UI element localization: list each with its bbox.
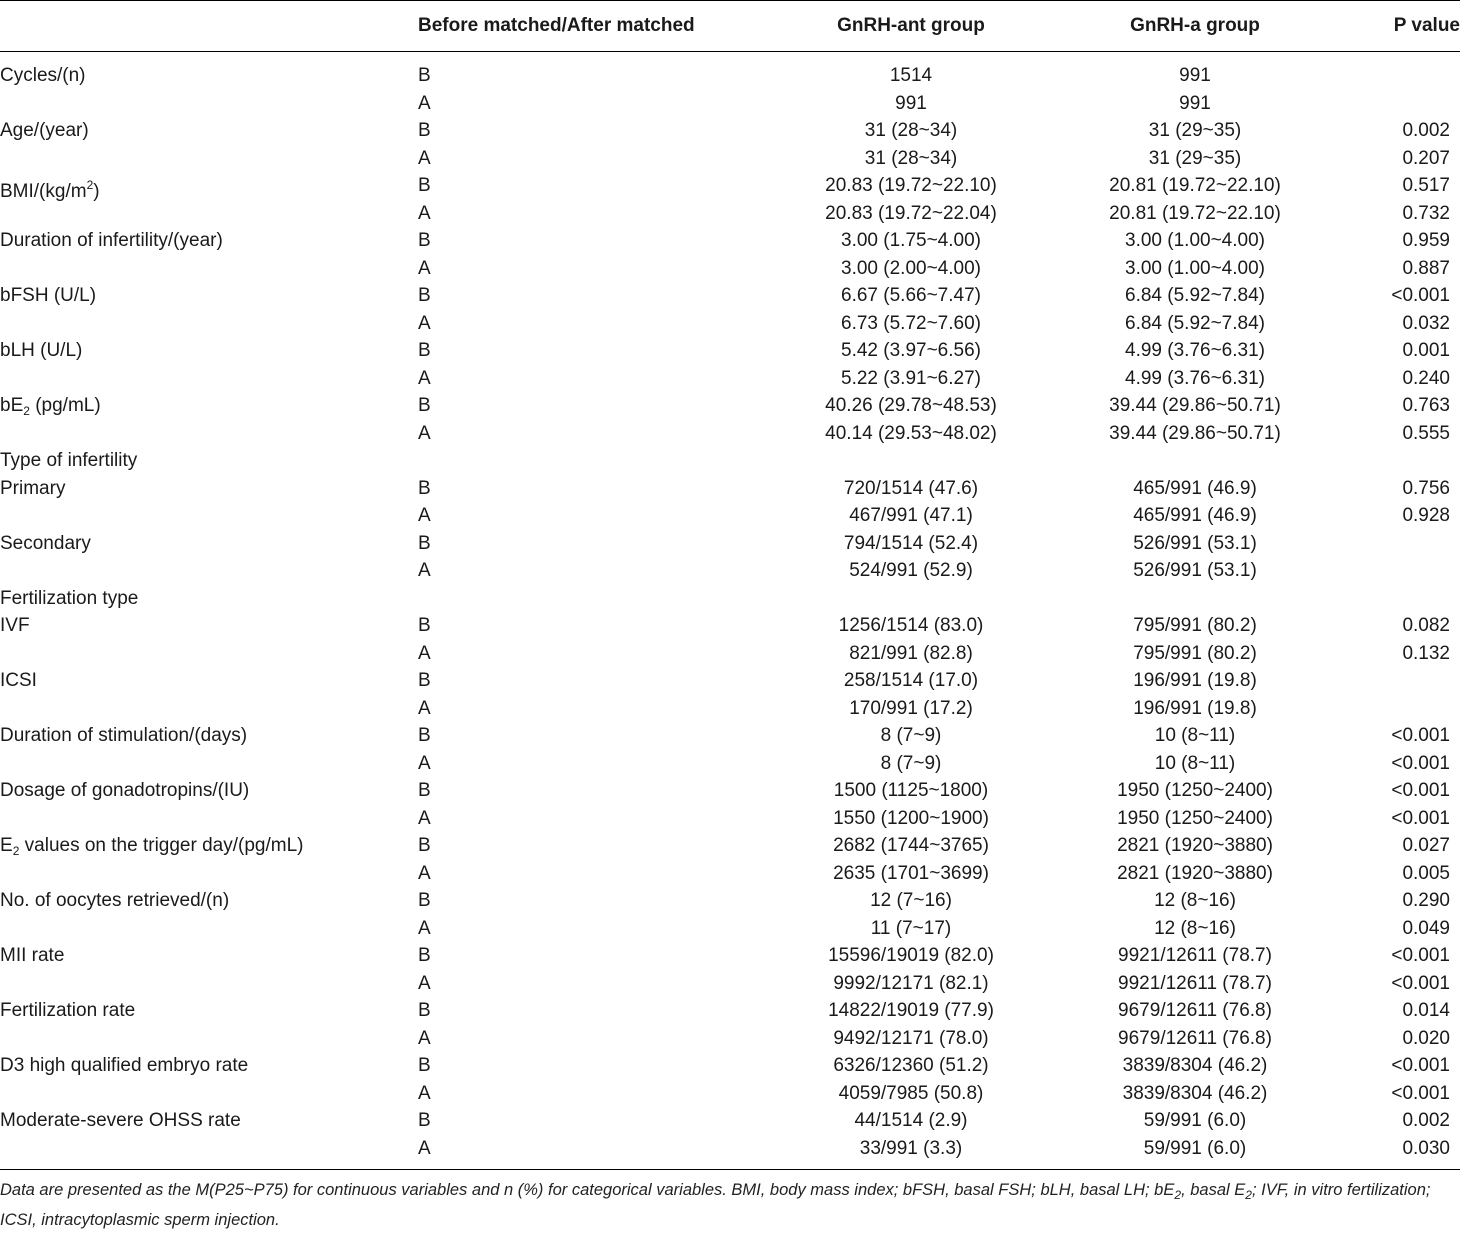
row-label: Primary (0, 477, 66, 499)
table-row (0, 1080, 1460, 1108)
gnrh-a-cell: 20.81 (19.72~22.10) (1109, 202, 1281, 224)
table-row (0, 447, 1460, 475)
p-value-cell: 0.030 (1402, 1137, 1450, 1159)
gnrh-ant-cell: 2635 (1701~3699) (833, 862, 989, 884)
row-label: bLH (U/L) (0, 340, 83, 361)
p-value-cell: 0.928 (1402, 505, 1450, 526)
table-footnote (0, 1178, 1455, 1233)
before-after-cell: B (418, 230, 431, 251)
gnrh-a-cell: 59/991 (6.0) (1143, 1110, 1247, 1131)
p-value-cell: <0.001 (1391, 285, 1450, 306)
table-row (0, 970, 1460, 998)
p-value-cell: 0.732 (1402, 202, 1450, 224)
p-value-cell: 0.049 (1402, 917, 1450, 939)
p-value-cell: 0.887 (1402, 257, 1450, 279)
gnrh-ant-cell: 991 (895, 92, 927, 114)
before-after-cell: B (418, 670, 431, 691)
gnrh-a-cell: 2821 (1920~3880) (1117, 835, 1273, 856)
gnrh-a-cell: 2821 (1920~3880) (1117, 862, 1273, 884)
table-row (0, 640, 1460, 668)
p-value-cell: 0.082 (1402, 615, 1450, 636)
table-row (0, 530, 1460, 558)
row-label: Dosage of gonadotropins/(IU) (0, 780, 250, 801)
gnrh-a-cell: 526/991 (53.1) (1133, 560, 1257, 581)
gnrh-a-cell: 795/991 (80.2) (1133, 642, 1257, 664)
gnrh-ant-cell: 2682 (1744~3765) (833, 835, 989, 856)
before-after-cell: B (418, 615, 431, 636)
table-row (0, 695, 1460, 723)
table-row (0, 997, 1460, 1025)
gnrh-a-cell: 39.44 (29.86~50.71) (1109, 395, 1281, 416)
gnrh-ant-cell: 31 (28~34) (864, 120, 958, 141)
gnrh-ant-cell: 44/1514 (2.9) (854, 1110, 968, 1131)
table-top-rule (0, 0, 1460, 1)
gnrh-a-cell: 1950 (1250~2400) (1117, 807, 1273, 829)
gnrh-a-cell: 196/991 (19.8) (1133, 697, 1257, 719)
table-row (0, 200, 1460, 228)
before-after-cell: A (418, 972, 431, 994)
row-label: Type of infertility (0, 450, 138, 471)
gnrh-a-cell: 6.84 (5.92~7.84) (1125, 312, 1265, 334)
before-after-cell: A (418, 202, 431, 224)
gnrh-a-cell: 991 (1179, 65, 1211, 86)
gnrh-a-cell: 12 (8~16) (1154, 917, 1236, 939)
p-value-cell: 0.517 (1402, 175, 1450, 196)
table-row (0, 832, 1460, 860)
before-after-cell: B (418, 945, 431, 966)
before-after-cell: B (418, 835, 431, 856)
footnote-text: ; IVF, in vitro fertilization; ICSI, intracytoplasmic sperm injection. (0, 1181, 1431, 1229)
table-row (0, 365, 1460, 393)
gnrh-a-cell: 39.44 (29.86~50.71) (1109, 422, 1281, 444)
gnrh-ant-cell: 12 (7~16) (870, 890, 952, 911)
p-value-cell: <0.001 (1391, 1055, 1450, 1076)
gnrh-ant-cell: 1514 (889, 65, 933, 86)
before-after-cell: B (418, 340, 431, 361)
before-after-cell: A (418, 697, 431, 719)
row-label: Cycles/(n) (0, 65, 86, 86)
before-after-cell: B (418, 285, 431, 306)
row-label-text: ) (93, 181, 100, 202)
gnrh-ant-cell: 6.73 (5.72~7.60) (841, 312, 981, 334)
before-after-cell: B (418, 1055, 431, 1076)
before-after-cell: B (418, 65, 431, 86)
before-after-cell: A (418, 505, 431, 526)
row-label: MII rate (0, 945, 65, 966)
gnrh-a-cell: 31 (29~35) (1148, 120, 1242, 141)
gnrh-ant-cell: 9992/12171 (82.1) (833, 972, 989, 994)
gnrh-a-cell: 10 (8~11) (1154, 725, 1236, 746)
gnrh-a-cell: 1950 (1250~2400) (1117, 780, 1273, 801)
table-row (0, 915, 1460, 943)
table-row (0, 777, 1460, 805)
p-value-cell: 0.763 (1402, 395, 1450, 416)
before-after-cell: B (418, 477, 431, 499)
table-bottom-rule (0, 1169, 1460, 1170)
before-after-cell: B (418, 890, 431, 911)
gnrh-a-cell: 6.84 (5.92~7.84) (1125, 285, 1265, 306)
before-after-cell: A (418, 1027, 431, 1049)
row-label: Secondary (0, 532, 91, 554)
p-value-cell: <0.001 (1391, 780, 1450, 801)
header-before-after: Before matched/After matched (418, 15, 695, 36)
p-value-cell: 0.001 (1402, 340, 1450, 361)
gnrh-a-cell: 795/991 (80.2) (1133, 615, 1257, 636)
gnrh-ant-cell: 11 (7~17) (870, 917, 952, 939)
row-label: Fertilization type (0, 587, 139, 609)
gnrh-ant-cell: 20.83 (19.72~22.10) (825, 175, 997, 196)
table-row (0, 942, 1460, 970)
p-value-cell: <0.001 (1391, 725, 1450, 746)
before-after-cell: A (418, 807, 431, 829)
before-after-cell: A (418, 147, 431, 169)
p-value-cell: 0.132 (1402, 642, 1450, 664)
table-row (0, 420, 1460, 448)
before-after-cell: A (418, 917, 431, 939)
row-label-text: values on the trigger day/(pg/mL) (19, 835, 304, 856)
gnrh-a-cell: 9679/12611 (76.8) (1118, 1027, 1272, 1049)
gnrh-ant-cell: 5.42 (3.97~6.56) (841, 340, 981, 361)
table-row (0, 1052, 1460, 1080)
before-after-cell: A (418, 1082, 431, 1104)
p-value-cell: 0.959 (1402, 230, 1450, 251)
gnrh-a-cell: 465/991 (46.9) (1133, 477, 1257, 499)
before-after-cell: A (418, 1137, 431, 1159)
gnrh-ant-cell: 794/1514 (52.4) (843, 532, 979, 554)
p-value-cell: 0.290 (1402, 890, 1450, 911)
gnrh-a-cell: 3.00 (1.00~4.00) (1125, 257, 1265, 279)
before-after-cell: B (418, 1110, 431, 1131)
gnrh-ant-cell: 20.83 (19.72~22.04) (825, 202, 997, 224)
table-row (0, 887, 1460, 915)
table-row (0, 557, 1460, 585)
table-row (0, 502, 1460, 530)
gnrh-ant-cell: 14822/19019 (77.9) (828, 1000, 994, 1021)
row-label-superscript: 2 (86, 178, 94, 192)
p-value-cell: 0.020 (1402, 1027, 1450, 1049)
row-label: D3 high qualified embryo rate (0, 1055, 249, 1076)
gnrh-a-cell: 3.00 (1.00~4.00) (1125, 230, 1265, 251)
table-row (0, 585, 1460, 613)
table-row (0, 227, 1460, 255)
header-gnrh-a: GnRH-a group (1130, 15, 1260, 36)
p-value-cell: <0.001 (1391, 752, 1450, 774)
gnrh-ant-cell: 1500 (1125~1800) (833, 780, 989, 801)
gnrh-a-cell: 3839/8304 (46.2) (1122, 1082, 1268, 1104)
table-row (0, 1107, 1460, 1135)
footnote-text: , basal E (1181, 1181, 1246, 1199)
row-label-subscript: 2 (23, 404, 30, 418)
row-label: Moderate-severe OHSS rate (0, 1110, 241, 1131)
p-value-cell: 0.005 (1402, 862, 1450, 884)
before-after-cell: B (418, 395, 431, 416)
p-value-cell: 0.756 (1402, 477, 1450, 499)
before-after-cell: B (418, 725, 431, 746)
gnrh-ant-cell: 170/991 (17.2) (849, 697, 973, 719)
p-value-cell: 0.002 (1402, 1110, 1450, 1131)
before-after-cell: A (418, 752, 431, 774)
row-label-text: (pg/mL) (29, 395, 101, 416)
row-label: IVF (0, 615, 30, 636)
before-after-cell: B (418, 120, 431, 141)
before-after-cell: A (418, 642, 431, 664)
before-after-cell: A (418, 92, 431, 114)
gnrh-a-cell: 196/991 (19.8) (1133, 670, 1257, 691)
gnrh-ant-cell: 3.00 (2.00~4.00) (841, 257, 981, 279)
p-value-cell: 0.032 (1402, 312, 1450, 334)
gnrh-ant-cell: 33/991 (3.3) (859, 1137, 963, 1159)
gnrh-a-cell: 10 (8~11) (1154, 752, 1236, 774)
before-after-cell: A (418, 312, 431, 334)
p-value-cell: <0.001 (1391, 972, 1450, 994)
before-after-cell: B (418, 780, 431, 801)
table-row (0, 612, 1460, 640)
table-row (0, 310, 1460, 338)
table-row (0, 337, 1460, 365)
gnrh-ant-cell: 4059/7985 (50.8) (838, 1082, 984, 1104)
row-label: No. of oocytes retrieved/(n) (0, 890, 230, 911)
before-after-cell: A (418, 422, 431, 444)
row-label: ICSI (0, 670, 37, 691)
table-row (0, 860, 1460, 888)
gnrh-a-cell: 526/991 (53.1) (1133, 532, 1257, 554)
gnrh-ant-cell: 8 (7~9) (880, 752, 942, 774)
table-row (0, 172, 1460, 200)
table-row (0, 805, 1460, 833)
footnote-subscript: 2 (1174, 1188, 1182, 1202)
row-label-subscript: 2 (12, 844, 20, 858)
gnrh-ant-cell: 8 (7~9) (880, 725, 942, 746)
table-row (0, 1025, 1460, 1053)
p-value-cell: <0.001 (1391, 945, 1450, 966)
row-label: Fertilization rate (0, 1000, 136, 1021)
gnrh-a-cell: 4.99 (3.76~6.31) (1125, 340, 1265, 361)
gnrh-ant-cell: 40.14 (29.53~48.02) (825, 422, 997, 444)
p-value-cell: 0.014 (1402, 1000, 1450, 1021)
table-row (0, 90, 1460, 118)
gnrh-ant-cell: 15596/19019 (82.0) (828, 945, 994, 966)
before-after-cell: A (418, 560, 431, 581)
before-after-cell: B (418, 1000, 431, 1021)
table-row (0, 145, 1460, 173)
p-value-cell: 0.027 (1402, 835, 1450, 856)
gnrh-ant-cell: 524/991 (52.9) (849, 560, 973, 581)
table-body (0, 62, 1460, 1162)
table-row (0, 1135, 1460, 1163)
gnrh-a-cell: 3839/8304 (46.2) (1122, 1055, 1268, 1076)
footnote-text: Data are presented as the M(P25~P75) for continuous variables and n (%) for categorical variables. BMI, body mass index; bFSH, basal FSH; bLH, basal LH; bE (0, 1181, 1175, 1199)
gnrh-a-cell: 9921/12611 (78.7) (1118, 972, 1272, 994)
row-label: bFSH (U/L) (0, 285, 97, 306)
gnrh-a-cell: 31 (29~35) (1148, 147, 1242, 169)
gnrh-ant-cell: 258/1514 (17.0) (843, 670, 979, 691)
row-label-text: E (0, 835, 13, 856)
row-label-text: bE (0, 395, 24, 416)
row-label-text: BMI/(kg/m (0, 181, 87, 202)
table-row (0, 255, 1460, 283)
p-value-cell: 0.555 (1402, 422, 1450, 444)
gnrh-a-cell: 465/991 (46.9) (1133, 505, 1257, 526)
header-p-value: P value (1393, 15, 1460, 36)
p-value-cell: 0.207 (1402, 147, 1450, 169)
table-row (0, 667, 1460, 695)
row-label: Age/(year) (0, 120, 89, 141)
gnrh-a-cell: 9679/12611 (76.8) (1118, 1000, 1272, 1021)
gnrh-a-cell: 59/991 (6.0) (1143, 1137, 1247, 1159)
gnrh-ant-cell: 3.00 (1.75~4.00) (841, 230, 981, 251)
gnrh-ant-cell: 467/991 (47.1) (849, 505, 973, 526)
gnrh-a-cell: 20.81 (19.72~22.10) (1109, 175, 1281, 196)
row-label: Duration of stimulation/(days) (0, 725, 248, 746)
gnrh-ant-cell: 821/991 (82.8) (849, 642, 973, 664)
gnrh-ant-cell: 5.22 (3.91~6.27) (841, 367, 981, 389)
header-gnrh-ant: GnRH-ant group (837, 15, 985, 36)
table-row (0, 117, 1460, 145)
row-label: Duration of infertility/(year) (0, 230, 223, 251)
gnrh-a-cell: 12 (8~16) (1154, 890, 1236, 911)
gnrh-ant-cell: 40.26 (29.78~48.53) (825, 395, 997, 416)
p-value-cell: 0.240 (1402, 367, 1450, 389)
before-after-cell: B (418, 175, 431, 196)
table-row (0, 475, 1460, 503)
gnrh-a-cell: 991 (1179, 92, 1211, 114)
before-after-cell: B (418, 532, 431, 554)
gnrh-ant-cell: 9492/12171 (78.0) (833, 1027, 989, 1049)
gnrh-ant-cell: 6326/12360 (51.2) (833, 1055, 989, 1076)
gnrh-a-cell: 4.99 (3.76~6.31) (1125, 367, 1265, 389)
table-row (0, 392, 1460, 420)
gnrh-ant-cell: 1550 (1200~1900) (833, 807, 989, 829)
gnrh-ant-cell: 720/1514 (47.6) (843, 477, 979, 499)
table-row (0, 282, 1460, 310)
table-row (0, 750, 1460, 778)
p-value-cell: <0.001 (1391, 807, 1450, 829)
gnrh-ant-cell: 1256/1514 (83.0) (838, 615, 984, 636)
gnrh-a-cell: 9921/12611 (78.7) (1118, 945, 1272, 966)
p-value-cell: <0.001 (1391, 1082, 1450, 1104)
table-row (0, 62, 1460, 90)
table-row (0, 722, 1460, 750)
before-after-cell: A (418, 257, 431, 279)
gnrh-ant-cell: 6.67 (5.66~7.47) (841, 285, 981, 306)
before-after-cell: A (418, 862, 431, 884)
p-value-cell: 0.002 (1402, 120, 1450, 141)
before-after-cell: A (418, 367, 431, 389)
table-header-rule (0, 51, 1460, 52)
gnrh-ant-cell: 31 (28~34) (864, 147, 958, 169)
footnote-subscript: 2 (1245, 1188, 1252, 1202)
